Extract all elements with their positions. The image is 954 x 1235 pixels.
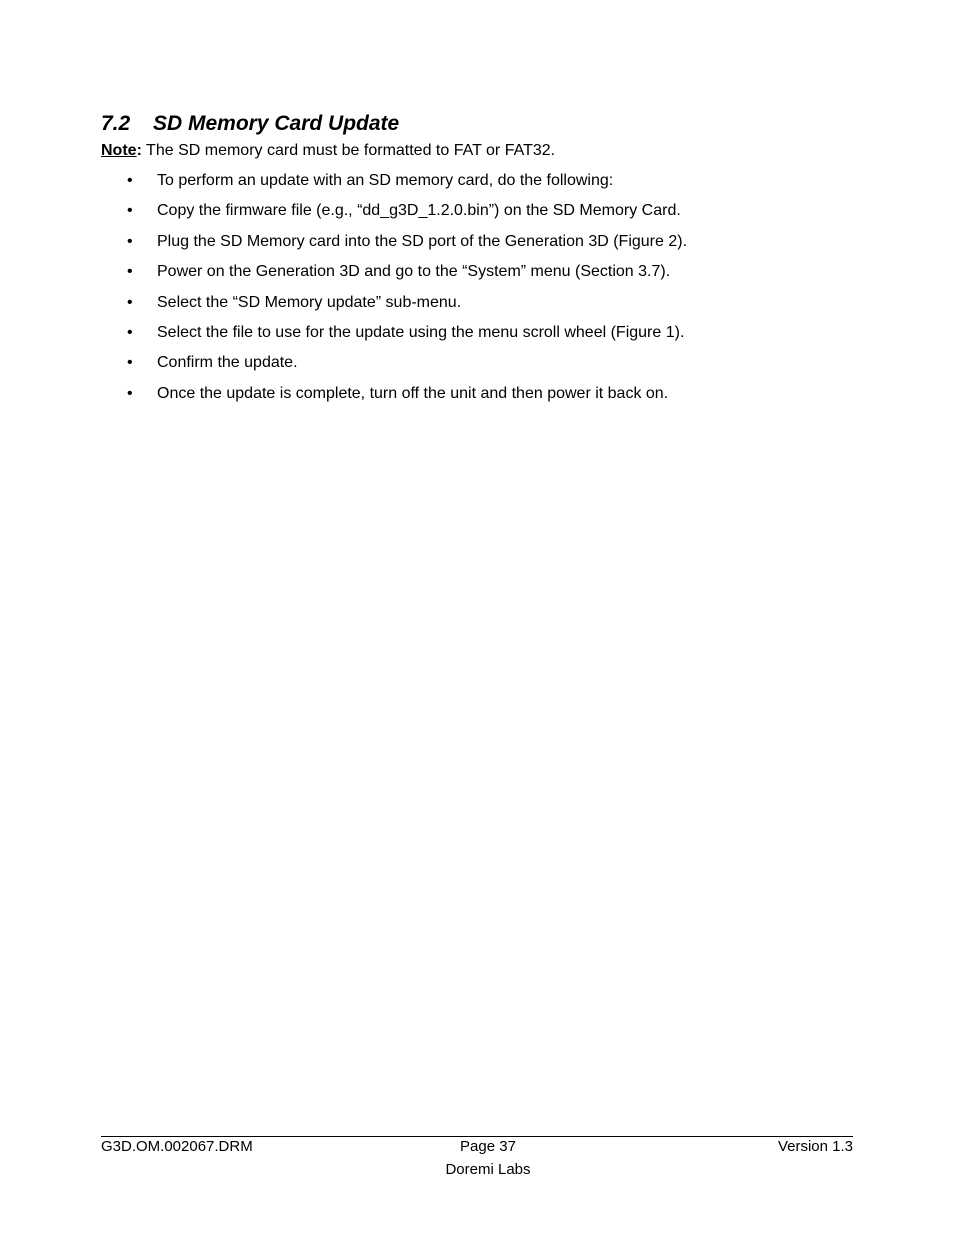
section-number: 7.2 — [101, 112, 131, 135]
note-colon: : — [136, 142, 142, 159]
list-item-text: Select the file to use for the update using the menu scroll wheel (Figure 1). — [157, 323, 685, 341]
list-item — [0, 232, 954, 262]
footer-page-number: Page 37 — [460, 1138, 516, 1155]
bullet-icon: • — [127, 202, 133, 220]
list-item — [0, 323, 954, 353]
bullet-icon: • — [127, 293, 133, 311]
list-item — [0, 384, 954, 414]
note-text: The SD memory card must be formatted to FAT or FAT32. — [141, 142, 556, 159]
list-item-text: Once the update is complete, turn off the unit and then power it back on. — [157, 384, 669, 402]
footer-divider — [101, 1136, 853, 1137]
list-item — [0, 293, 954, 323]
section-heading — [101, 111, 399, 137]
footer-company: Doremi Labs — [445, 1161, 531, 1178]
list-item — [0, 201, 954, 231]
list-item-text: Confirm the update. — [157, 354, 298, 372]
list-item — [0, 353, 954, 383]
note-label: Note — [101, 142, 137, 159]
bullet-icon: • — [127, 232, 133, 250]
instruction-list — [0, 171, 954, 414]
bullet-icon: • — [127, 323, 133, 341]
list-item-text: To perform an update with an SD memory card, do the following: — [157, 172, 614, 189]
list-item-text: Power on the Generation 3D and go to the “System” menu (Section 3.7). — [157, 263, 671, 281]
list-item-text: Copy the firmware file (e.g., “dd_g3D_1.2.0.bin”) on the SD Memory Card. — [157, 202, 681, 220]
bullet-icon: • — [127, 172, 133, 189]
section-title: SD Memory Card Update — [153, 112, 400, 135]
bullet-icon: • — [127, 263, 133, 281]
bullet-icon: • — [127, 384, 133, 402]
footer-version: Version 1.3 — [777, 1138, 853, 1155]
list-item-text: Plug the SD Memory card into the SD port of the Generation 3D (Figure 2). — [157, 232, 688, 250]
list-item-text: Select the “SD Memory update” sub-menu. — [157, 293, 462, 311]
bullet-icon: • — [127, 354, 133, 372]
list-item — [0, 262, 954, 292]
footer-doc-id: G3D.OM.002067.DRM — [101, 1138, 253, 1155]
list-item — [0, 171, 954, 201]
note-paragraph — [101, 141, 555, 161]
